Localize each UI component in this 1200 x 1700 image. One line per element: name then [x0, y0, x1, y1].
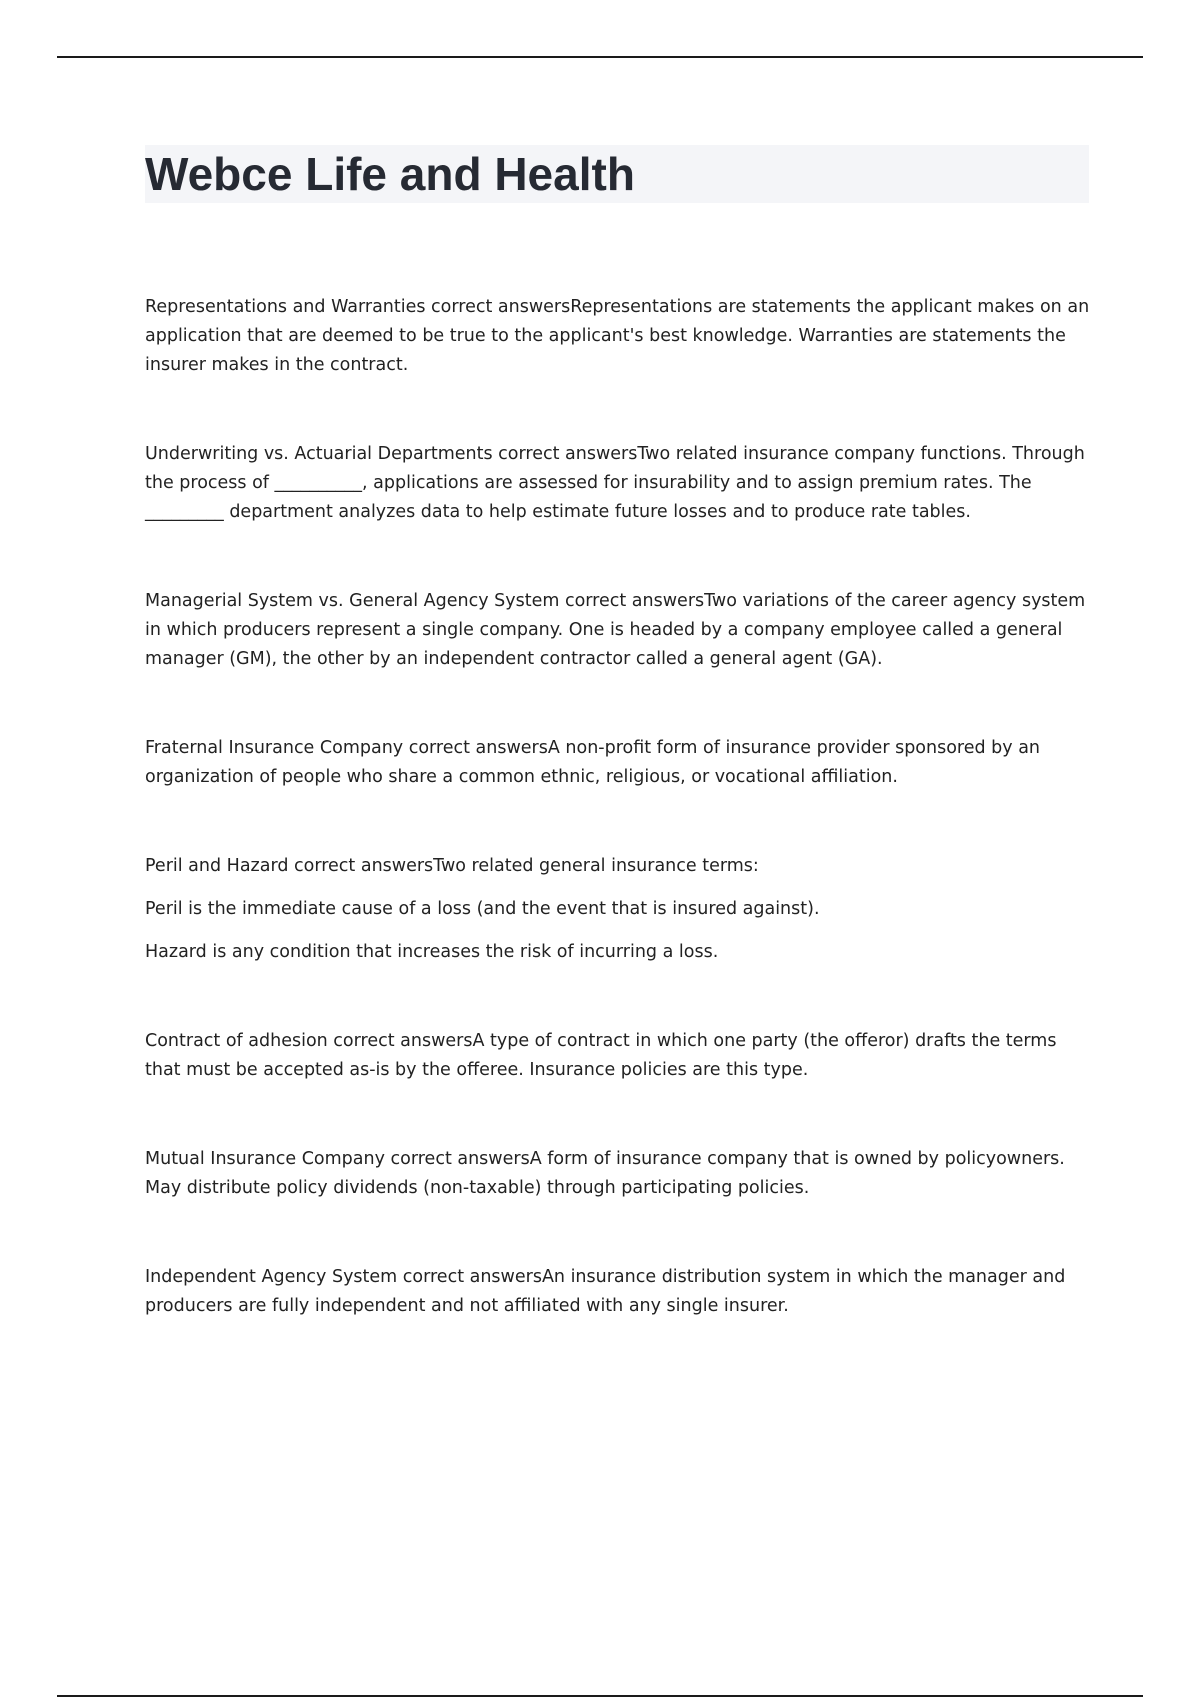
entry-paragraph: Hazard is any condition that increases the risk of incurring a loss.	[145, 942, 719, 962]
entry-peril-hazard	[145, 852, 1095, 967]
entry-fraternal-insurance	[145, 734, 1095, 792]
entry-paragraph: Mutual Insurance Company correct answersA form of insurance company that is owned by policyowners. May distribute policy dividends (non-taxable) through participating policies.	[145, 1149, 1065, 1198]
document-body	[145, 293, 1095, 1381]
entry-paragraph: Underwriting vs. Actuarial Departments correct answersTwo related insurance company functions. Through the process of __________, applications are assessed for insurability and to assign premium rates. The _________ department analyzes data to help estimate future losses and to produce rate tables.	[145, 444, 1085, 522]
entry-paragraph: Fraternal Insurance Company correct answersA non-profit form of insurance provider sponsored by an organization of people who share a common ethnic, religious, or vocational affiliation.	[145, 738, 1041, 787]
entry-mutual-insurance	[145, 1145, 1095, 1203]
entry-representations-warranties	[145, 293, 1095, 380]
entry-contract-of-adhesion	[145, 1027, 1095, 1085]
entry-paragraph: Peril is the immediate cause of a loss (and the event that is insured against).	[145, 899, 820, 919]
entry-paragraph: Representations and Warranties correct answersRepresentations are statements the applicant makes on an application that are deemed to be true to the applicant's best knowledge. Warranties are statements the insurer makes in the contract.	[145, 297, 1090, 375]
page-top-rule	[57, 56, 1143, 58]
entry-underwriting-actuarial	[145, 440, 1095, 527]
entry-paragraph: Contract of adhesion correct answersA type of contract in which one party (the offeror) drafts the terms that must be accepted as-is by the offeree. Insurance policies are this type.	[145, 1031, 1057, 1080]
entry-independent-agency	[145, 1263, 1095, 1321]
entry-paragraph: Peril and Hazard correct answersTwo related general insurance terms:	[145, 856, 759, 876]
entry-paragraph: Managerial System vs. General Agency System correct answersTwo variations of the career agency system in which producers represent a single company. One is headed by a company employee called a general manager (GM), the other by an independent contractor called a general agent (GA).	[145, 591, 1086, 669]
entry-paragraph: Independent Agency System correct answersAn insurance distribution system in which the manager and producers are fully independent and not affiliated with any single insurer.	[145, 1267, 1066, 1316]
entry-managerial-general-agency	[145, 587, 1095, 674]
page-bottom-rule	[57, 1695, 1143, 1697]
page-title: Webce Life and Health	[145, 148, 635, 200]
